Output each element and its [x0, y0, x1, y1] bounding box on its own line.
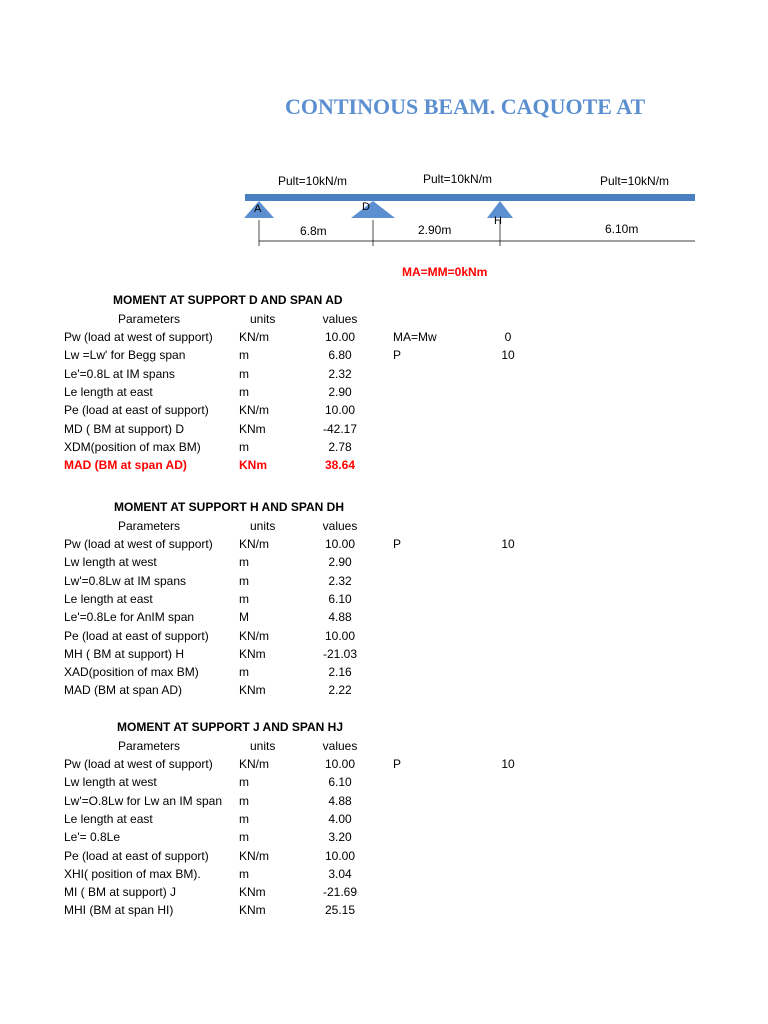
span-label-dh: 2.90m	[418, 223, 452, 237]
row-unit: KNm	[239, 903, 266, 918]
table-row	[0, 647, 768, 665]
column-headers	[0, 312, 768, 330]
row-unit: KNm	[239, 683, 266, 698]
row-value: 3.20	[328, 830, 352, 845]
table-row	[0, 610, 768, 628]
row-unit: m	[239, 591, 249, 606]
row-value: -21.03	[322, 646, 358, 661]
row-parameter: Le'=0.8Le for AnIM span	[64, 610, 195, 625]
row-unit: m	[239, 830, 249, 845]
row-unit: KNm	[239, 885, 266, 900]
row-value: 2.16	[328, 665, 352, 680]
row-extra-label: P	[393, 348, 402, 363]
row-value: 10.00	[324, 848, 356, 863]
col-header-values: values	[322, 312, 358, 326]
row-value: 4.88	[328, 793, 352, 808]
row-parameter: Lw =Lw' for Begg span	[64, 348, 186, 363]
row-unit: m	[239, 439, 249, 454]
row-unit: m	[239, 775, 249, 790]
load-label-3: Pult=10kN/m	[600, 174, 670, 188]
row-parameter: Lw length at west	[64, 775, 157, 790]
row-parameter: XDM(position of max BM)	[64, 439, 201, 454]
table-row	[0, 849, 768, 867]
row-value: -42.17	[322, 421, 358, 436]
table-row	[0, 385, 768, 403]
row-value: -21.69	[322, 885, 358, 900]
row-value: 10.00	[324, 757, 356, 771]
table-row	[0, 885, 768, 903]
row-parameter: Lw'=0.8Lw at IM spans	[64, 573, 187, 588]
row-parameter: Pe (load at east of support)	[64, 628, 209, 643]
column-headers	[0, 519, 768, 537]
row-value: 4.88	[328, 610, 352, 625]
row-unit: KN/m	[239, 757, 269, 771]
row-value: 6.10	[328, 775, 352, 790]
table-row	[0, 757, 768, 775]
row-parameter: Le length at east	[64, 811, 153, 826]
col-header-parameters: Parameters	[118, 312, 181, 326]
table-row	[0, 348, 768, 366]
load-label-1: Pult=10kN/m	[278, 174, 348, 188]
row-parameter: Lw'=O.8Lw for Lw an IM span	[64, 793, 223, 808]
row-parameter: XAD(position of max BM)	[64, 665, 199, 680]
row-unit: KN/m	[239, 848, 269, 863]
row-parameter: Pw (load at west of support)	[64, 537, 213, 551]
section-heading: MOMENT AT SUPPORT D AND SPAN AD	[113, 293, 343, 307]
row-value: 38.64	[324, 458, 356, 473]
table-row	[0, 330, 768, 348]
table-row	[0, 574, 768, 592]
table-row	[0, 422, 768, 440]
span-label-hj: 6.10m	[605, 222, 639, 236]
table-row	[0, 367, 768, 385]
col-header-values: values	[322, 739, 358, 753]
row-unit: m	[239, 793, 249, 808]
row-extra-value: 10	[501, 537, 515, 551]
row-parameter: Pw (load at west of support)	[64, 330, 213, 344]
row-value: 10.00	[324, 403, 356, 418]
row-unit: KN/m	[239, 628, 269, 643]
row-unit: m	[239, 866, 249, 881]
row-parameter: Pe (load at east of support)	[64, 403, 209, 418]
row-parameter: MI ( BM at support) J	[64, 885, 177, 900]
table-row	[0, 555, 768, 573]
row-unit: m	[239, 555, 249, 570]
beam	[245, 194, 695, 201]
row-value: 6.80	[328, 348, 352, 363]
table-row	[0, 683, 768, 701]
row-parameter: Le'=0.8L at IM spans	[64, 366, 175, 381]
row-value: 25.15	[324, 903, 356, 918]
row-unit: m	[239, 384, 249, 399]
row-unit: M	[239, 610, 249, 625]
row-parameter: MAD (BM at span AD)	[64, 458, 187, 473]
table-row	[0, 458, 768, 476]
table-row	[0, 629, 768, 647]
moment-note: MA=MM=0kNm	[402, 265, 488, 279]
row-unit: KN/m	[239, 403, 269, 418]
row-parameter: Le length at east	[64, 591, 153, 606]
span-label-ad: 6.8m	[300, 224, 327, 238]
row-unit: KNm	[239, 646, 266, 661]
row-unit: m	[239, 573, 249, 588]
load-label-2: Pult=10kN/m	[423, 172, 493, 186]
col-header-parameters: Parameters	[118, 739, 181, 753]
row-value: 2.32	[328, 366, 352, 381]
table-row	[0, 867, 768, 885]
row-extra-value: 10	[501, 757, 515, 771]
row-parameter: MHI (BM at span HI)	[64, 903, 174, 918]
row-unit: KNm	[239, 421, 266, 436]
row-extra-value: 0	[504, 330, 512, 344]
support-d	[351, 201, 395, 218]
row-extra-value: 10	[501, 348, 515, 363]
row-parameter: Le'= 0.8Le	[64, 830, 121, 845]
row-value: 6.10	[328, 591, 352, 606]
table-row	[0, 592, 768, 610]
table-row	[0, 440, 768, 458]
row-unit: KN/m	[239, 537, 269, 551]
support-label-a: A	[254, 203, 262, 215]
row-unit: m	[239, 811, 249, 826]
section-heading: MOMENT AT SUPPORT H AND SPAN DH	[114, 500, 344, 514]
row-value: 2.90	[328, 555, 352, 570]
row-unit: KNm	[239, 458, 268, 473]
document-title: CONTINOUS BEAM. CAQUOTE AT	[285, 94, 646, 119]
row-parameter: MD ( BM at support) D	[64, 421, 185, 436]
row-unit: m	[239, 665, 249, 680]
row-value: 10.00	[324, 628, 356, 643]
row-parameter: Pw (load at west of support)	[64, 757, 213, 771]
col-header-values: values	[322, 519, 358, 533]
table-row	[0, 812, 768, 830]
row-parameter: Lw length at west	[64, 555, 157, 570]
row-extra-label: MA=Mw	[393, 330, 437, 344]
row-extra-label: P	[393, 757, 402, 771]
row-value: 10.00	[324, 330, 356, 344]
row-extra-label: P	[393, 537, 402, 551]
table-row	[0, 775, 768, 793]
support-label-d: D	[362, 201, 370, 213]
col-header-units: units	[250, 312, 276, 326]
beam-diagram	[0, 160, 768, 260]
row-value: 3.04	[328, 866, 352, 881]
col-header-parameters: Parameters	[118, 519, 181, 533]
table-row	[0, 794, 768, 812]
table-row	[0, 903, 768, 921]
row-unit: m	[239, 348, 249, 363]
col-header-units: units	[250, 519, 276, 533]
row-value: 2.78	[328, 439, 352, 454]
table-row	[0, 830, 768, 848]
row-unit: KN/m	[239, 330, 269, 344]
row-value: 4.00	[328, 811, 352, 826]
row-parameter: MAD (BM at span AD)	[64, 683, 183, 698]
row-value: 2.90	[328, 384, 352, 399]
row-parameter: XHI( position of max BM).	[64, 866, 201, 881]
col-header-units: units	[250, 739, 276, 753]
row-parameter: MH ( BM at support) H	[64, 646, 185, 661]
row-parameter: Pe (load at east of support)	[64, 848, 209, 863]
row-value: 2.32	[328, 573, 352, 588]
row-parameter: Le length at east	[64, 384, 153, 399]
table-row	[0, 403, 768, 421]
column-headers	[0, 739, 768, 757]
row-value: 10.00	[324, 537, 356, 551]
section-heading: MOMENT AT SUPPORT J AND SPAN HJ	[117, 720, 344, 734]
table-row	[0, 537, 768, 555]
row-value: 2.22	[328, 683, 352, 698]
support-label-h: H	[494, 215, 502, 227]
row-unit: m	[239, 366, 249, 381]
table-row	[0, 665, 768, 683]
